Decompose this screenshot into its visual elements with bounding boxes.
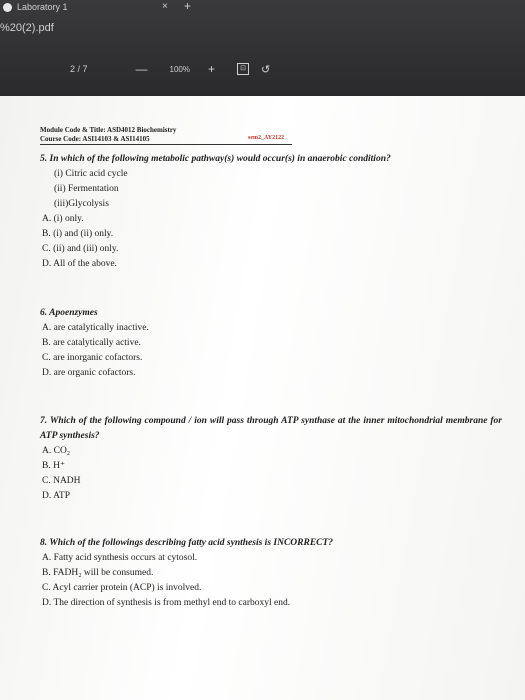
option: C. (ii) and (iii) only. <box>42 244 119 254</box>
tab-title: Laboratory 1 <box>17 2 68 12</box>
module-title: Module Code & Title: ASD4012 Biochemistry <box>40 126 177 134</box>
option: B. FADH₂ will be consumed. <box>42 568 154 578</box>
option: A. are catalytically inactive. <box>42 323 149 333</box>
option: D. ATP <box>42 491 70 501</box>
session-label: sem2_AY2122 <box>248 135 285 141</box>
option: B. (i) and (ii) only. <box>42 229 114 239</box>
option: D. The direction of synthesis is from methyl end to carboxyl end. <box>42 598 291 608</box>
question-5 <box>40 152 490 272</box>
zoom-in-button[interactable]: + <box>207 62 215 76</box>
option: A. Fatty acid synthesis occurs at cytosol. <box>42 553 198 563</box>
question-stem: 5. In which of the following metabolic pathway(s) would occur(s) in anaerobic condition? <box>40 154 391 164</box>
sub-item: (iii)Glycolysis <box>54 199 109 209</box>
course-code: Course Code: ASI14103 & ASI14105 <box>40 135 292 145</box>
option: C. Acyl carrier protein (ACP) is involved. <box>42 583 202 593</box>
pdf-toolbar <box>60 60 290 78</box>
fit-page-icon[interactable]: ⊡ <box>237 63 249 75</box>
page-indicator[interactable]: 2 / 7 <box>70 64 88 74</box>
tab-favicon-icon <box>3 3 12 12</box>
tab-close-icon[interactable]: × <box>162 1 168 12</box>
document-filename: %20(2).pdf <box>0 22 54 34</box>
rotate-icon[interactable]: ↺ <box>261 63 271 76</box>
option: B. are catalytically active. <box>42 338 141 348</box>
option: B. H⁺ <box>42 461 65 471</box>
option: C. NADH <box>42 476 81 486</box>
sub-item: (ii) Fermentation <box>54 184 119 194</box>
new-tab-icon[interactable]: + <box>184 0 192 13</box>
option: D. All of the above. <box>42 259 117 269</box>
question-7 <box>40 414 502 504</box>
question-stem: 6. Apoenzymes <box>40 308 98 318</box>
zoom-out-button[interactable]: — <box>135 62 148 76</box>
option: D. are organic cofactors. <box>42 368 136 378</box>
browser-tab[interactable] <box>0 0 215 14</box>
zoom-level: 100% <box>169 64 190 74</box>
question-6 <box>40 306 490 381</box>
question-8 <box>40 536 502 611</box>
question-stem: 7. Which of the following compound / ion will pass through ATP synthase at the inner mitochondrial membrane for ATP synthesis? <box>40 416 502 441</box>
browser-chrome <box>0 0 525 96</box>
option: C. are inorganic cofactors. <box>42 353 143 363</box>
option: A. CO₂ <box>42 446 71 456</box>
pdf-page <box>0 96 525 700</box>
sub-item: (i) Citric acid cycle <box>54 169 128 179</box>
question-stem: 8. Which of the followings describing fatty acid synthesis is INCORRECT? <box>40 538 334 548</box>
option: A. (i) only. <box>42 214 84 224</box>
